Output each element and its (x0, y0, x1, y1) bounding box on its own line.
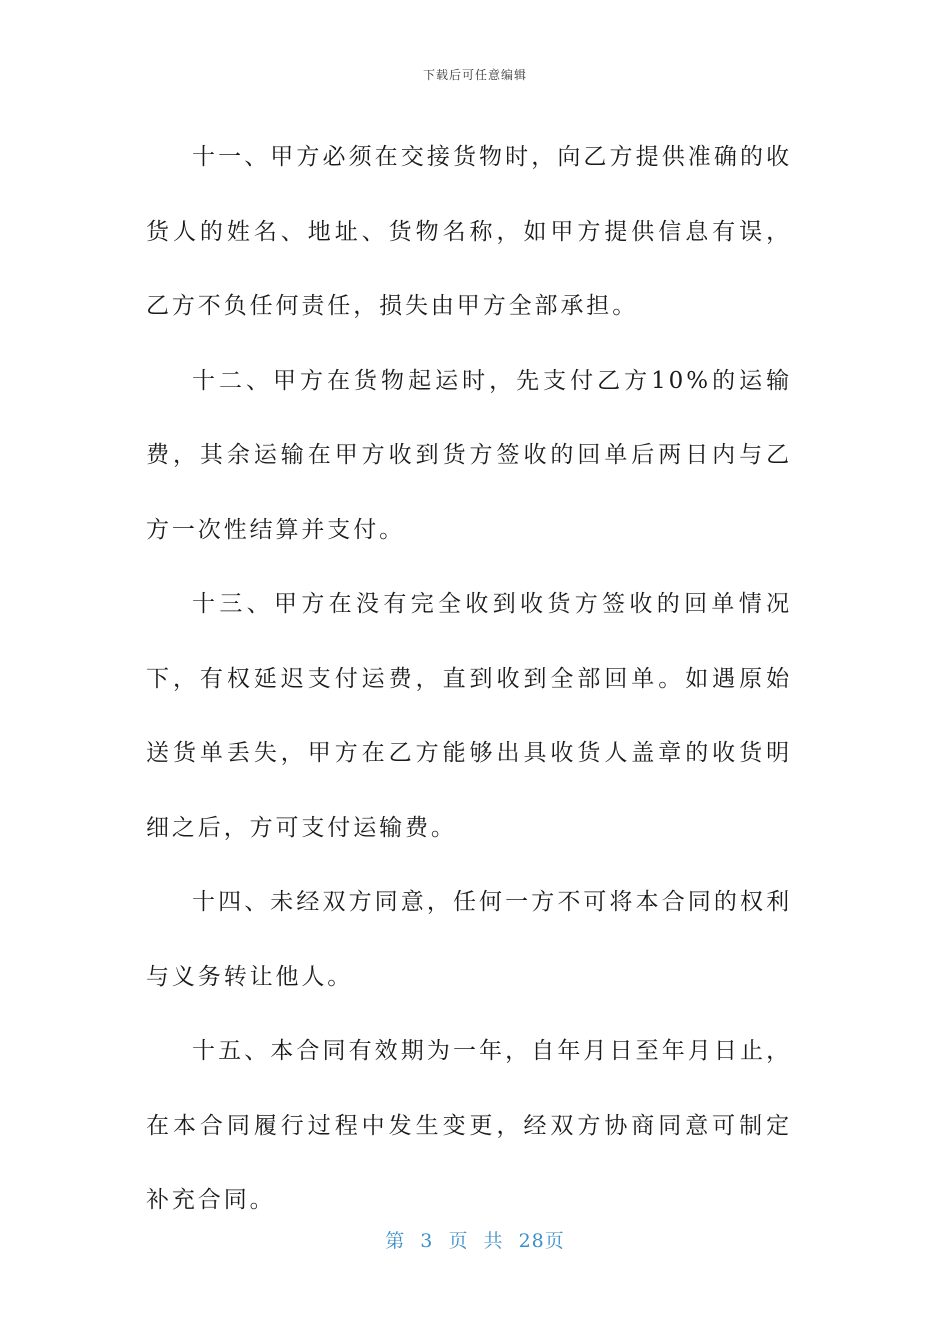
document-body (146, 120, 792, 1238)
page-header: 下载后可任意编辑 (422, 68, 527, 82)
clause-14: 十四、未经双方同意，任何一方不可将本合同的权利与义务转让他人。 (146, 889, 792, 990)
clause-13: 十三、甲方在没有完全收到收货方签收的回单情况下，有权延迟支付运费，直到收到全部回单。如遇原始送货单丢失，甲方在乙方能够出具收货人盖章的收货明细之后，方可支付运输费。 (146, 591, 792, 841)
page-footer (0, 1226, 950, 1253)
clause-11: 十一、甲方必须在交接货物时，向乙方提供准确的收货人的姓名、地址、货物名称，如甲方提供信息有误，乙方不负任何责任，损失由甲方全部承担。 (146, 144, 792, 319)
clause-12: 十二、甲方在货物起运时，先支付乙方10%的运输费，其余运输在甲方收到货方签收的回单后两日内与乙方一次性结算并支付。 (146, 367, 792, 543)
footer-page-label: 第 (385, 1230, 406, 1252)
footer-total-pages: 28页 (518, 1230, 565, 1252)
footer-total-label: 共 (483, 1230, 504, 1252)
footer-page-unit: 页 (448, 1230, 469, 1252)
clause-15: 十五、本合同有效期为一年，自年月日至年月日止，在本合同履行过程中发生变更，经双方协商同意可制定补充合同。 (146, 1038, 792, 1213)
footer-current-page: 3 (420, 1230, 434, 1252)
